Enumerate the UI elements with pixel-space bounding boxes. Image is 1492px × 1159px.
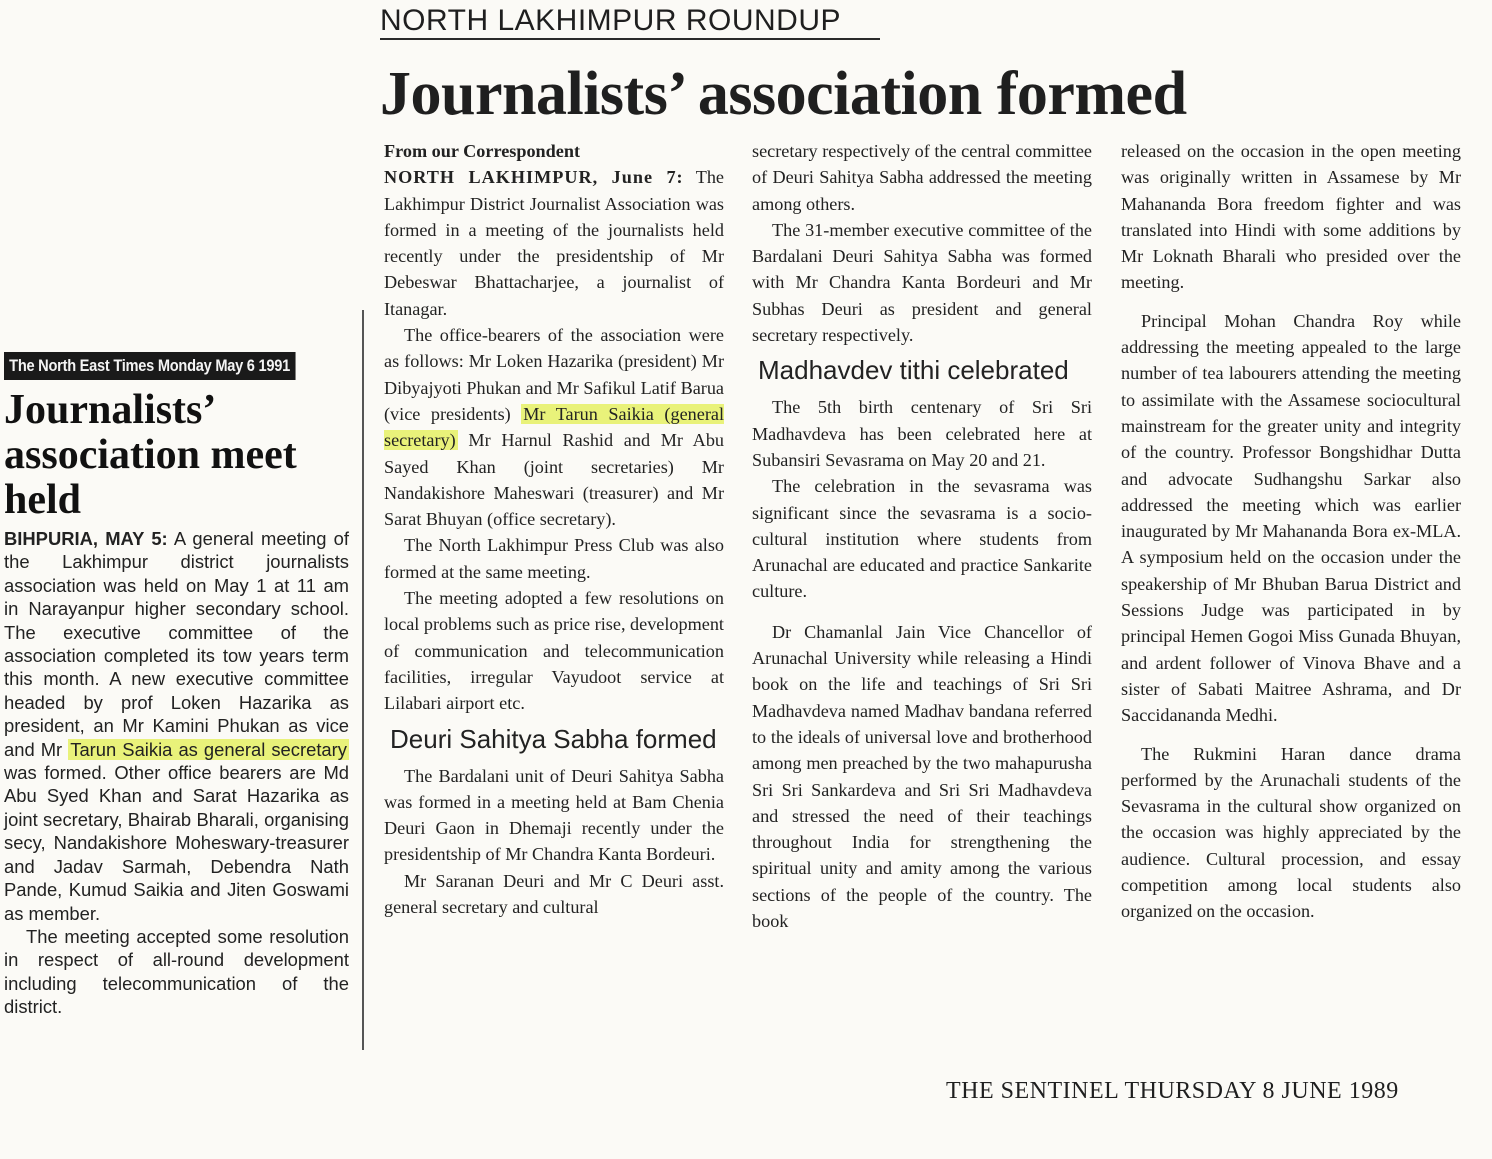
paragraph: The Bardalani unit of Deuri Sahitya Sabha was formed in a meeting held at Bam Chenia Deuri Gaon in Dhemaji recently under the presidentship of Mr Chandra Kanta Bordeuri. xyxy=(384,765,724,865)
paragraph: Dr Chamanlal Jain Vice Chancellor of Arunachal University while releasing a Hindi book on the life and teachings of Sri Sri Madhavdeva named Madhav bandana referred to the ideals of universal love and brotherhood among men preached by the two mahapurusha Sri Sri Sankardeva and Sri Sri Madhavdeva and stressed the need of their teachings throughout India for strengthening the spiritual unity and amity among the various sections of the people of the country. The book xyxy=(752,621,1092,932)
newspaper-footer: THE SENTINEL THURSDAY 8 JUNE 1989 xyxy=(946,1078,1399,1104)
subheading-madhavdev: Madhavdev tithi celebrated xyxy=(758,355,1069,386)
paragraph: The 31-member executive committee of the Bardalani Deuri Sahitya Sabha was formed with Mr Chandra Kanta Bordeuri and Mr Subhas Deuri as president and general secretary respectively. xyxy=(752,219,1092,346)
column-rule xyxy=(362,310,364,1050)
paragraph: The celebration in the sevasrama was significant since the sevasrama is a socio-cultural institution where students from Arunachal are educated and practice Sankarite culture. xyxy=(752,476,1092,602)
paragraph: Mr Saranan Deuri and Mr C Deuri asst. general secretary and cultural xyxy=(384,870,724,918)
clipping-north-east-times xyxy=(4,352,349,1062)
subheading-deuri: Deuri Sahitya Sabha formed xyxy=(390,723,717,754)
office-bearers-paragraph: The office-bearers of the association were as follows: Mr Loken Hazarika (president) Mr Dibyajyoti Phukan and Mr Safikul Latif Barua (vice presidents) Mr Tarun Saikia (general secretary) Mr Harnul Rashid and Mr Abu Sayed Khan (joint secretaries) Mr Nandakishore Maheswari (treasurer) and Mr Sarat Bhuyan (office secretary). xyxy=(384,325,725,530)
paragraph: The 5th birth centenary of Sri Sri Madhavdeva has been celebrated here at Subansiri Sevasrama on May 20 and 21. xyxy=(752,397,1092,470)
dateline: NORTH LAKHIMPUR, June 7: xyxy=(384,167,684,188)
byline: From our Correspondent xyxy=(384,141,581,161)
main-headline: Journalists’ association formed xyxy=(380,60,1187,128)
paragraph: released on the occasion in the open meeting was originally written in Assamese by Mr Mahananda Bora freedom fighter and was translated into Hindi with some additions by Mr Loknath Bharali who presided over the meeting. xyxy=(1121,141,1461,293)
paragraph: The North Lakhimpur Press Club was also formed at the same meeting. xyxy=(384,535,724,582)
dateline-paragraph xyxy=(384,164,724,322)
paragraph: The Rukmini Haran dance drama performed by the Arunachali students of the Sevasrama in the cultural show organized on the occasion was highly appreciated by the audience. Cultural procession, and essay competition among local students also organized on the occasion. xyxy=(1121,743,1461,922)
dateline: BIHPURIA, MAY 5: xyxy=(4,528,168,549)
clipping-headline: Journalists’ association meet held xyxy=(4,387,297,523)
paragraph: Principal Mohan Chandra Roy while addressing the meeting appealed to the large number of tea labourers attending the meeting to assimilate with the Assamese sociocultural mainstream for the greater unity and integrity of the country. Professor Bongshidhar Dutta and advocate Sudhangshu Sarkar also addressed the meeting which was earlier inaugurated by Mr Mahananda Bora ex-MLA. A symposium held on the occasion under the speakership of Mr Bhuban Barua District and Sessions Judge was participated in by principal Hemen Gogoi Miss Gunada Bhuyan, and ardent follower of Vinova Bhave and a sister of Sabati Maitree Ashrama, and Dr Saccidananda Medhi. xyxy=(1121,310,1461,726)
highlighted-text: Tarun Saikia as general secretary xyxy=(70,738,347,760)
article-column-3 xyxy=(1121,138,1461,925)
clipping-body xyxy=(4,527,349,1019)
article-column-2 xyxy=(752,138,1092,934)
paragraph: The Lakhimpur District Journalist Association was formed in a meeting of the journalists held recently under the presidentship of Mr Debeswar Bhattacharjee, a journalist of Itanagar. xyxy=(384,167,724,319)
article-column-1 xyxy=(384,138,724,920)
paragraph: The meeting accepted some resolution in respect of all-round development including telecommunication of the district. xyxy=(4,925,349,1018)
paragraph: BIHPURIA, MAY 5: A general meeting of the Lakhimpur district journalists association was held on May 1 at 11 am in Narayanpur higher secondary school. The executive committee of the association completed its tow years term this month. A new executive committee headed by prof Loken Hazarika as president, an Mr Kamini Phukan as vice and Mr Tarun Saikia as general secretary was formed. Other office bearers are Md Abu Syed Khan and Sarat Hazarika as joint secretary, Bhairab Bharali, organising secy, Nandakishore Moheswary-treasurer and Jadav Sarmah, Debendra Nath Pande, Kumud Saikia and Jiten Goswami as member. xyxy=(4,528,349,924)
masthead: The North East Times Monday May 6 1991 xyxy=(4,352,295,380)
section-title: NORTH LAKHIMPUR ROUNDUP xyxy=(380,4,880,40)
highlighted-text: Mr Tarun Saikia (general secretary) xyxy=(384,403,725,451)
paragraph: secretary respectively of the central committee of Deuri Sahitya Sabha addressed the meeting among others. xyxy=(752,141,1092,214)
paragraph: The meeting adopted a few resolutions on local problems such as price rise, development of communication and telecommunication facilities, irregular Vayudoot service at Lilabari airport etc. xyxy=(384,588,724,714)
